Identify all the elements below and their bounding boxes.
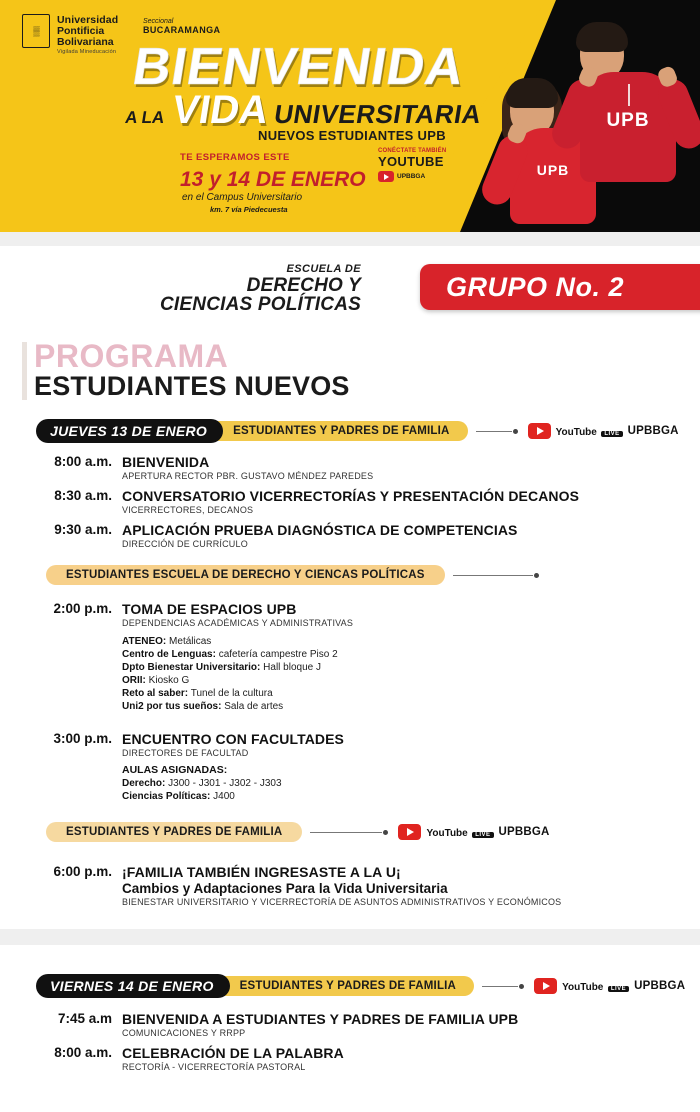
school-name-line-2: CIENCIAS POLÍTICAS (160, 294, 362, 316)
detail-row (122, 649, 700, 660)
day-block-thursday (0, 418, 700, 907)
hero-title (123, 38, 492, 133)
detail-value: J400 (213, 791, 235, 803)
item-title: ENCUENTRO CON FACULTADES (122, 731, 344, 748)
hero-subtitle: NUEVOS ESTUDIANTES UPB (258, 128, 446, 143)
day-bar-friday (36, 973, 700, 999)
escuela-de-label: ESCUELA DE (286, 263, 362, 275)
connector-line-1 (476, 429, 518, 434)
group-badge-label: GRUPO No. 2 (446, 271, 625, 302)
youtube-word: YouTube (555, 427, 597, 438)
school-header (0, 246, 700, 334)
detail-row (122, 791, 700, 802)
item-title: CONVERSATORIO VICERRECTORÍAS Y PRESENTACIÓN DECANOS (122, 488, 580, 505)
item-title: TOMA DE ESPACIOS UPB (122, 601, 297, 618)
hero-campus: en el Campus Universitario (182, 192, 303, 203)
item-details-heading: AULAS ASIGNADAS: (122, 764, 228, 777)
schedule-item (46, 1011, 700, 1038)
detail-label: ORII: (122, 675, 146, 687)
hero-title-universitaria: UNIVERSITARIA (272, 98, 484, 129)
hood-string (628, 84, 630, 106)
schedule-item (46, 731, 700, 804)
detail-label: ATENEO: (122, 636, 167, 648)
schedule-items-friday (46, 1011, 700, 1072)
item-title: APLICACIÓN PRUEBA DIAGNÓSTICA DE COMPETENCIAS (122, 522, 518, 539)
detail-label: Ciencias Políticas: (122, 791, 211, 803)
youtube-channel: UPBBGA (627, 425, 679, 437)
hero-banner (0, 0, 700, 232)
youtube-channel: UPBBGA (498, 826, 550, 839)
schedule-item (46, 864, 700, 907)
detail-label: Centro de Lenguas: (122, 649, 216, 661)
hero-title-vida: VIDA (169, 87, 272, 132)
connector-line-3 (310, 830, 388, 835)
hero-youtube-handle: UPBBGA (397, 173, 426, 180)
seccional-block (143, 18, 220, 36)
upb-logo (22, 14, 118, 56)
schedule-items-thursday-2 (46, 601, 700, 804)
program-heading-block (0, 334, 700, 402)
item-title: BIENVENIDA A ESTUDIANTES Y PADRES DE FAMILIA UPB (122, 1011, 519, 1028)
boy-hoodie-text: UPB (606, 110, 650, 131)
connector-line-2 (453, 573, 539, 578)
item-title-second-line: Cambios y Adaptaciones Para la Vida Universitaria (122, 880, 448, 896)
schedule-item (46, 454, 700, 481)
logo-line-4: Vigilada Mineducación (57, 49, 117, 56)
item-time: 2:00 p.m. (53, 601, 112, 617)
detail-row (122, 778, 700, 789)
girl-fringe (506, 78, 558, 108)
youtube-channel: UPBBGA (634, 980, 686, 993)
section-pill-label: ESTUDIANTES Y PADRES DE FAMILIA (46, 822, 302, 842)
youtube-word: YouTube (426, 828, 468, 840)
hero-youtube-word: YOUTUBE (378, 154, 444, 169)
item-subtitle: DEPENDENCIAS ACADÉMICAS Y ADMINISTRATIVAS (122, 618, 354, 629)
crest-icon: ▒ (22, 14, 50, 48)
item-time: 3:00 p.m. (53, 731, 112, 747)
youtube-live-label: LIVE (601, 431, 622, 437)
school-name-block (160, 264, 361, 315)
schedule-item (46, 522, 700, 549)
day-audience-friday: ESTUDIANTES Y PADRES DE FAMILIA (216, 976, 474, 996)
schedule-items-thursday-1 (46, 454, 700, 549)
youtube-live-label: LIVE (472, 832, 493, 838)
item-subtitle: RECTORÍA - VICERRECTORÍA PASTORAL (122, 1062, 306, 1073)
hero-title-ala: A LA (123, 107, 166, 127)
detail-value: cafetería campestre Piso 2 (218, 649, 338, 661)
detail-value: Metálicas (169, 636, 212, 648)
item-title: BIENVENIDA (122, 454, 210, 470)
item-subtitle: DIRECTORES DE FACULTAD (122, 748, 249, 759)
boy-hoodie (580, 72, 676, 182)
item-time: 8:00 a.m. (54, 454, 112, 469)
page-title: PROGRAMA (34, 338, 229, 374)
detail-row (122, 688, 700, 699)
detail-row (122, 675, 700, 686)
item-time: 6:00 p.m. (53, 864, 112, 880)
youtube-icon (534, 978, 557, 994)
schedule-item (46, 1045, 700, 1072)
item-details (122, 636, 700, 712)
detail-value: Kiosko G (148, 675, 190, 687)
youtube-icon (528, 423, 551, 439)
detail-row (122, 701, 700, 712)
detail-row (122, 636, 700, 647)
group-badge (420, 264, 700, 310)
youtube-live-familia[interactable] (398, 823, 549, 841)
student-boy (580, 28, 676, 182)
item-title: ¡FAMILIA TAMBIÉN INGRESASTE A LA U¡ (122, 864, 401, 881)
section-bar-derecho (46, 563, 700, 587)
youtube-live-label: LIVE (608, 986, 629, 992)
logo-line-3: Bolivariana (57, 36, 114, 49)
item-time: 7:45 a.m (57, 1011, 112, 1027)
day-block-friday (0, 945, 700, 1072)
section-bar-familia (46, 820, 700, 844)
item-subtitle: COMUNICACIONES Y RRPP (122, 1028, 246, 1039)
hero-conectate: CONÉCTATE TAMBIÉN (378, 148, 447, 154)
youtube-live-thursday[interactable] (528, 422, 679, 440)
item-subtitle: DIRECCIÓN DE CURRÍCULO (122, 539, 248, 550)
day-audience-thursday: ESTUDIANTES Y PADRES DE FAMILIA (209, 421, 467, 441)
logo-line-1: Universidad (57, 14, 119, 26)
item-time: 8:00 a.m. (54, 1045, 112, 1061)
schedule-item (46, 488, 700, 515)
item-time: 9:30 a.m. (54, 522, 112, 538)
school-name-line-1: DERECHO Y (246, 274, 362, 296)
girl-arm-left (478, 131, 533, 209)
youtube-live-friday[interactable] (534, 977, 685, 995)
hero-fecha: 13 y 14 DE ENERO (180, 168, 366, 191)
youtube-word: YouTube (562, 982, 604, 994)
detail-label: Uni2 por tus sueños: (122, 701, 222, 713)
girl-hoodie-text: UPB (536, 162, 570, 178)
item-subtitle: BIENESTAR UNIVERSITARIO Y VICERRECTORÍA DE ASUNTOS ADMINISTRATIVOS Y ECONÓMICOS (122, 897, 562, 908)
day-bar-thursday (36, 418, 700, 444)
section-pill-label: ESTUDIANTES ESCUELA DE DERECHO Y CIENCAS POLÍTICAS (46, 565, 445, 585)
detail-value: Hall bloque J (263, 662, 321, 674)
divider-strip-bottom (0, 929, 700, 945)
seccional-label: Seccional (143, 18, 174, 25)
detail-value: J300 - J301 - J302 - J303 (168, 778, 282, 790)
hero-youtube-block[interactable] (378, 148, 446, 182)
detail-value: Sala de artes (224, 701, 284, 713)
item-time: 8:30 a.m. (54, 488, 112, 504)
seccional-city: BUCARAMANGA (143, 24, 221, 35)
item-details (122, 778, 700, 802)
detail-label: Derecho: (122, 778, 166, 790)
youtube-icon (398, 824, 421, 840)
hero-km: km. 7 vía Piedecuesta (210, 205, 288, 214)
hero-title-main: BIENVENIDA (128, 38, 469, 96)
page-subtitle: ESTUDIANTES NUEVOS (34, 371, 350, 401)
schedule-items-thursday-3 (46, 864, 700, 907)
youtube-icon (378, 171, 394, 182)
item-subtitle: VICERRECTORES, DECANOS (122, 505, 254, 516)
students-photo (472, 28, 682, 232)
detail-row (122, 662, 700, 673)
hero-esperamos: TE ESPERAMOS ESTE (180, 152, 290, 163)
day-label-friday: VIERNES 14 DE ENERO (36, 974, 230, 998)
day-label-thursday: JUEVES 13 DE ENERO (36, 419, 223, 443)
detail-label: Dpto Bienestar Universitario: (122, 662, 261, 674)
boy-hair (576, 22, 628, 52)
logo-line-2: Pontificia (57, 25, 105, 38)
schedule-item (46, 601, 700, 714)
item-title: CELEBRACIÓN DE LA PALABRA (122, 1045, 344, 1062)
divider-strip-top (0, 232, 700, 246)
item-subtitle: APERTURA RECTOR PBR. GUSTAVO MÉNDEZ PAREDES (122, 471, 374, 482)
connector-line-4 (482, 984, 524, 989)
boy-thumb-right (656, 65, 679, 89)
detail-label: Reto al saber: (122, 688, 189, 700)
detail-value: Tunel de la cultura (190, 688, 273, 700)
